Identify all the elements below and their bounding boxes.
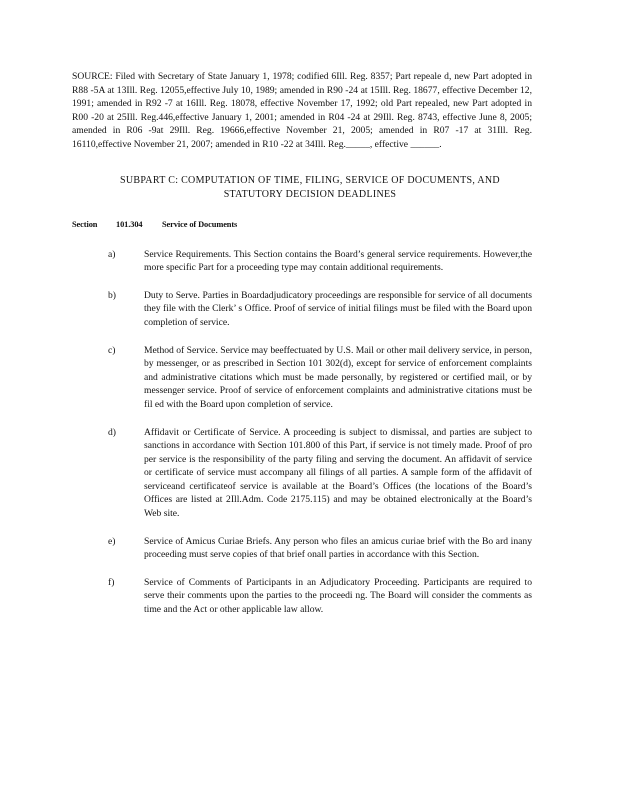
subsection-f bbox=[72, 576, 532, 617]
subpart-heading-line-2: STATUTORY DECISION DEADLINES bbox=[223, 188, 397, 200]
section-number: 101.304 bbox=[116, 219, 143, 229]
subpart-heading bbox=[88, 174, 532, 202]
subsection-label: d) bbox=[108, 426, 116, 438]
subsection-label: c) bbox=[108, 344, 116, 356]
subsection-text: Service of Amicus Curiae Briefs. Any person who files an amicus curiae brief with the Bo ard inany proceeding must serve copies of that brief onall parties in accordance with this Section. bbox=[144, 535, 532, 561]
subsection-text: Method of Service. Service may beeffectuated by U.S. Mail or other mail delivery service, in person, by messenger, or as prescribed in Section 101 302(d), except for service of enforcement complaints and administrative citations which must be made personally, by registered or certified mail, or by messenger service. Proof of service of enforcement complaints and administrative citations must be fil ed with the Board upon completion of service. bbox=[144, 344, 532, 410]
subpart-heading-line-1: SUBPART C: COMPUTATION OF TIME, FILING, SERVICE OF DOCUMENTS, AND bbox=[120, 174, 500, 186]
subsection-text: Service of Comments of Participants in an Adjudicatory Proceeding. Participants are required to serve their comments upon the parties to the proceedi ng. The Board will consider the comments as time and the Act or other applicable law allow. bbox=[144, 576, 532, 616]
subsection-text: Affidavit or Certificate of Service. A proceeding is subject to dismissal, and parties are subject to sanctions in accordance with Section 101.800 of this Part, if service is not timely made. Proof of pro per service is the responsibility of the party filing and serving the document. An affidavit of service or certificate of service must accompany all filings of all parties. A sample form of the affidavit of serviceand certificateof service is available at the Board’s Offices (the locations of the Board’s Offices are listed at 2Ill.Adm. Code 2175.115) and may be obtained electronically at the Board’s Web site. bbox=[144, 426, 532, 520]
subsection-label: a) bbox=[108, 248, 116, 260]
subsection-label: e) bbox=[108, 535, 116, 547]
section-label: Section bbox=[72, 219, 98, 229]
subsection-b bbox=[72, 289, 532, 330]
subsection-d bbox=[72, 426, 532, 521]
subsection-list bbox=[72, 248, 532, 617]
source-note: SOURCE: Filed with Secretary of State January 1, 1978; codified 6Ill. Reg. 8357; Part repeale d, new Part adopted in R88 -5A at 13Ill. Reg. 12055,effective July 10, 1989; amended in R90 -24 at 15Ill. Reg. 18677, effective December 12, 1991; amended in R92 -7 at 16Ill. Reg. 18078, effective November 17, 1992; old Part repealed, new Part adopted in R00 -20 at 25Ill. Reg.446,effective January 1, 2001; amended in R04 -24 at 29Ill. Reg. 8743, effective June 8, 2005; amended in R06 -9at 29Ill. Reg. 19666,effective November 21, 2005; amended in R07 -17 at 31Ill. Reg. 16110,effective November 21, 2007; amended in R10 -22 at 34Ill. Reg._____, effective ______. bbox=[72, 71, 532, 150]
subsection-label: b) bbox=[108, 289, 116, 301]
subsection-e bbox=[72, 535, 532, 562]
section-heading bbox=[72, 219, 532, 231]
subsection-label: f) bbox=[108, 576, 115, 588]
section-title: Service of Documents bbox=[162, 219, 238, 229]
subsection-text: Service Requirements. This Section contains the Board’s general service requirements. However,the more specific Part for a proceeding type may contain additional requirements. bbox=[144, 248, 532, 274]
subsection-text: Duty to Serve. Parties in Boardadjudicatory proceedings are responsible for service of all documents they file with the Clerk’ s Office. Proof of service of initial filings must be filed with the Board upon completion of service. bbox=[144, 289, 532, 328]
subsection-a bbox=[72, 248, 532, 275]
subsection-c bbox=[72, 344, 532, 412]
